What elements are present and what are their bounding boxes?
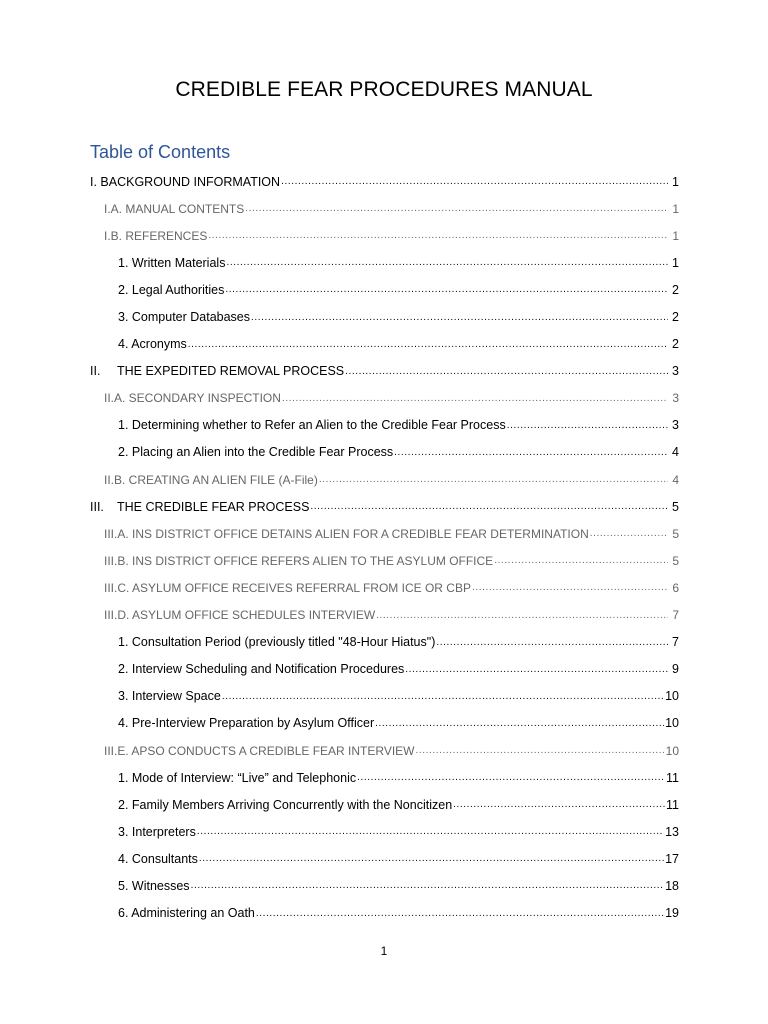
toc-entry[interactable] [90,710,679,737]
toc-entry-title: 1. Written Materials [118,255,226,270]
toc-dot-leader [199,851,664,866]
toc-entry[interactable] [90,900,679,927]
toc-entry[interactable] [90,249,679,276]
toc-dot-leader [416,743,665,758]
toc-entry-title: 6. Administering an Oath [118,906,255,921]
toc-entry-page-number: 19 [665,906,679,921]
toc-entry-page-number: 2 [672,310,679,325]
toc-entry[interactable] [90,574,679,601]
toc-entry-page-number: 2 [672,282,679,297]
toc-entry[interactable] [90,520,679,547]
toc-entry-page-number: 7 [672,608,679,623]
toc-entry-page-number: 10 [665,716,679,731]
toc-entry-page-number: 1 [672,174,679,189]
toc-dot-leader [357,770,665,785]
toc-entry-title: 4. Acronyms [118,337,187,352]
toc-dot-leader [507,418,668,433]
toc-dot-leader [225,282,668,297]
toc-dot-leader [319,472,668,487]
toc-dot-leader [394,445,668,460]
toc-entry-title: 1. Mode of Interview: “Live” and Telephonic [118,770,357,785]
toc-entry[interactable] [90,764,679,791]
toc-entry-page-number: 3 [672,418,679,433]
toc-entry[interactable] [90,791,679,818]
toc-entry-page-number: 18 [665,878,679,893]
toc-entry-page-number: 4 [672,445,679,460]
toc-entry-title: 4. Consultants [118,851,198,866]
toc-dot-leader [436,635,668,650]
toc-dot-leader [208,228,668,243]
toc-dot-leader [376,608,668,623]
toc-dot-leader [222,689,664,704]
toc-entry[interactable] [90,737,679,764]
toc-entry-title: III.D. ASYLUM OFFICE SCHEDULES INTERVIEW [104,608,376,623]
toc-entry-page-number: 5 [672,553,679,568]
toc-entry-page-number: 3 [672,391,679,406]
toc-entry-title: III.B. INS DISTRICT OFFICE REFERS ALIEN TO THE ASYLUM OFFICE [104,553,494,568]
toc-entry-page-number: 9 [672,662,679,677]
toc-entry-page-number: 11 [666,797,679,812]
toc-entry[interactable] [90,439,679,466]
toc-dot-leader [345,364,668,379]
toc-dot-leader [245,201,668,216]
toc-entry-page-number: 5 [672,499,679,514]
toc-dot-leader [494,553,668,568]
toc-entry-title: I.A. MANUAL CONTENTS [104,201,245,216]
toc-entry[interactable] [90,358,679,385]
toc-dot-leader [281,174,668,189]
toc-entry-title: I.B. REFERENCES [104,228,208,243]
toc-dot-leader [251,310,668,325]
toc-entry[interactable] [90,818,679,845]
toc-entry-page-number: 5 [672,526,679,541]
toc-heading: Table of Contents [90,142,231,162]
toc-entry-page-number: 6 [672,580,679,595]
toc-entry-title: 1. Determining whether to Refer an Alien to the Credible Fear Process [118,418,506,433]
toc-entry-title: 3. Interview Space [118,689,221,704]
toc-entry-title: 2. Family Members Arriving Concurrently with the Noncitizen [118,797,453,812]
toc-dot-leader [310,499,668,514]
toc-entry[interactable] [90,168,679,195]
toc-entry[interactable] [90,303,679,330]
toc-entry[interactable] [90,845,679,872]
toc-entry-page-number: 1 [672,255,679,270]
toc-entry-title: III.E. APSO CONDUCTS A CREDIBLE FEAR INTERVIEW [104,743,415,758]
toc-entry[interactable] [90,195,679,222]
page-number: 1 [380,944,388,958]
toc-dot-leader [405,662,668,677]
toc-entry[interactable] [90,276,679,303]
toc-entry-page-number: 13 [665,824,679,839]
toc-entry[interactable] [90,385,679,412]
toc-entry-title: 3. Interpreters [118,824,196,839]
toc-entry-title: 5. Witnesses [118,878,190,893]
toc-entry-title: II.A. SECONDARY INSPECTION [104,391,281,406]
toc-entry[interactable] [90,602,679,629]
toc-entry[interactable] [90,656,679,683]
toc-entry-number: III. [90,499,104,514]
table-of-contents [90,168,679,927]
toc-dot-leader [282,391,668,406]
toc-dot-leader [590,526,668,541]
toc-entry-page-number: 4 [672,472,679,487]
toc-entry[interactable] [90,629,679,656]
document-title: CREDIBLE FEAR PROCEDURES MANUAL [175,78,593,101]
toc-entry-page-number: 11 [666,770,679,785]
toc-entry-title: I. BACKGROUND INFORMATION [90,174,281,189]
toc-entry-title: III.A. INS DISTRICT OFFICE DETAINS ALIEN FOR A CREDIBLE FEAR DETERMINATION [104,526,589,541]
toc-entry[interactable] [90,222,679,249]
toc-entry[interactable] [90,683,679,710]
toc-dot-leader [191,878,665,893]
toc-entry-title: 2. Interview Scheduling and Notification Procedures [118,662,405,677]
toc-dot-leader [256,906,664,921]
toc-entry-title: II.B. CREATING AN ALIEN FILE (A-File) [104,472,318,487]
toc-entry-title: 2. Placing an Alien into the Credible Fear Process [118,445,394,460]
toc-entry-title: 1. Consultation Period (previously titled "48-Hour Hiatus") [118,635,436,650]
toc-entry-title: 2. Legal Authorities [118,282,225,297]
toc-entry[interactable] [90,412,679,439]
toc-entry-number: II. [90,364,101,379]
toc-entry[interactable] [90,466,679,493]
toc-entry-page-number: 7 [672,635,679,650]
toc-dot-leader [453,797,665,812]
toc-entry-page-number: 1 [672,228,679,243]
toc-entry[interactable] [90,493,679,520]
toc-entry[interactable] [90,331,679,358]
toc-entry-title: 4. Pre-Interview Preparation by Asylum Officer [118,716,375,731]
toc-entry-title: III.C. ASYLUM OFFICE RECEIVES REFERRAL FROM ICE OR CBP [104,580,471,595]
toc-dot-leader [375,716,664,731]
toc-dot-leader [197,824,664,839]
toc-dot-leader [472,580,668,595]
toc-entry-page-number: 10 [665,743,679,758]
toc-entry[interactable] [90,547,679,574]
toc-entry-page-number: 3 [672,364,679,379]
toc-entry-page-number: 1 [672,201,679,216]
toc-entry[interactable] [90,872,679,899]
toc-entry-title: THE CREDIBLE FEAR PROCESS [117,499,310,514]
toc-entry-title: THE EXPEDITED REMOVAL PROCESS [117,364,345,379]
toc-entry-page-number: 17 [665,851,679,866]
toc-entry-title: 3. Computer Databases [118,310,251,325]
toc-entry-page-number: 10 [665,689,679,704]
toc-dot-leader [188,337,668,352]
toc-dot-leader [226,255,668,270]
toc-entry-page-number: 2 [672,337,679,352]
